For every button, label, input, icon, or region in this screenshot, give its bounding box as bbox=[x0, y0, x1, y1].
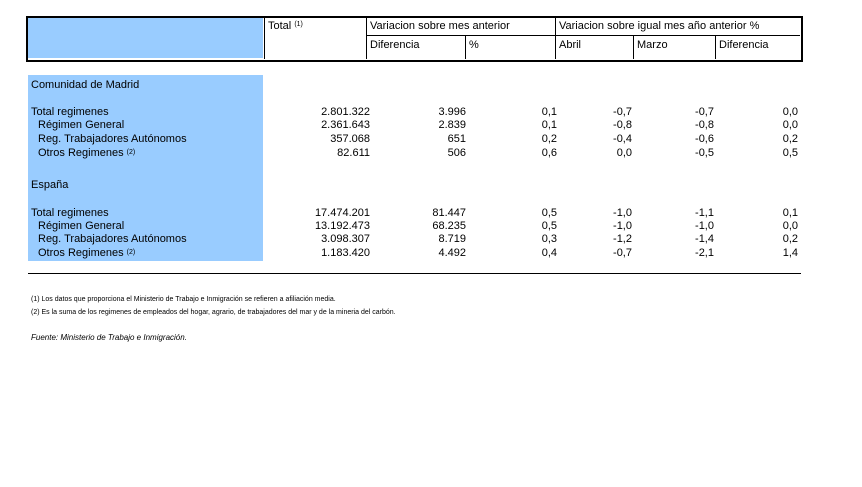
cell-abril: -0,4 bbox=[613, 133, 632, 145]
table-row bbox=[0, 147, 862, 160]
row-label: Total regimenes bbox=[31, 106, 109, 118]
cell-pct: 0,2 bbox=[541, 133, 557, 145]
cell-total: 3.098.307 bbox=[321, 233, 370, 245]
row-label: Otros Regimenes $^{(2)}$ bbox=[38, 147, 136, 159]
footnote-2: (2) Es la suma de los regimenes de empleados del hogar, agrario, de trabajadores del mar y de la mineria del carbón. bbox=[31, 309, 396, 316]
cell-diferencia: 81.447 bbox=[432, 207, 466, 219]
header-col-diferencia: Diferencia bbox=[370, 39, 420, 51]
cell-marzo: -0,6 bbox=[695, 133, 714, 145]
cell-total: 2.361.643 bbox=[321, 119, 370, 131]
cell-marzo: -0,5 bbox=[695, 147, 714, 159]
cell-diferencia: 651 bbox=[447, 133, 466, 145]
table-row bbox=[0, 133, 862, 146]
cell-diferencia2: 0,0 bbox=[782, 119, 798, 131]
header-group-mes-anterior: Variacion sobre mes anterior bbox=[370, 20, 510, 32]
cell-diferencia: 8.719 bbox=[438, 233, 466, 245]
table-row bbox=[0, 119, 862, 132]
section-title-madrid: Comunidad de Madrid bbox=[31, 79, 140, 91]
source-note: Fuente: Ministerio de Trabajo e Inmigración. bbox=[31, 333, 187, 342]
row-label: Reg. Trabajadores Autónomos bbox=[38, 133, 187, 145]
cell-marzo: -1,1 bbox=[695, 207, 714, 219]
cell-marzo: -2,1 bbox=[695, 247, 714, 259]
cell-total: 13.192.473 bbox=[314, 220, 370, 232]
cell-abril: -1,0 bbox=[613, 220, 632, 232]
section-title-espana: España bbox=[31, 179, 69, 191]
cell-pct: 0,4 bbox=[541, 247, 557, 259]
cell-pct: 0,5 bbox=[541, 207, 557, 219]
row-label: Reg. Trabajadores Autónomos bbox=[38, 233, 187, 245]
cell-diferencia2: 0,0 bbox=[782, 220, 798, 232]
cell-total: 82.611 bbox=[337, 147, 370, 159]
cell-pct: 0,6 bbox=[541, 147, 557, 159]
cell-abril: -1,0 bbox=[613, 207, 632, 219]
cell-abril: -0,8 bbox=[613, 119, 632, 131]
cell-abril: 0,0 bbox=[616, 147, 632, 159]
cell-pct: 0,3 bbox=[541, 233, 557, 245]
cell-diferencia2: 0,1 bbox=[782, 207, 798, 219]
table-row bbox=[0, 220, 862, 233]
cell-diferencia: 2.839 bbox=[438, 119, 466, 131]
cell-total: 2.801.322 bbox=[321, 106, 370, 118]
cell-pct: 0,1 bbox=[541, 119, 557, 131]
cell-diferencia2: 0,5 bbox=[782, 147, 798, 159]
cell-diferencia: 68.235 bbox=[432, 220, 466, 232]
cell-diferencia: 4.492 bbox=[438, 247, 466, 259]
table-row bbox=[0, 106, 862, 119]
table-bottom-rule bbox=[28, 273, 801, 274]
cell-marzo: -0,7 bbox=[695, 106, 714, 118]
cell-abril: -1,2 bbox=[613, 233, 632, 245]
row-label: Régimen General bbox=[38, 119, 125, 131]
table-row bbox=[0, 207, 862, 220]
cell-diferencia: 506 bbox=[447, 147, 466, 159]
row-label: Otros Regimenes $^{(2)}$ bbox=[38, 247, 136, 259]
header-col-diferencia2: Diferencia bbox=[719, 39, 769, 51]
header-divider bbox=[366, 35, 800, 36]
cell-marzo: -1,4 bbox=[695, 233, 714, 245]
row-label: Total regimenes bbox=[31, 207, 109, 219]
cell-abril: -0,7 bbox=[613, 247, 632, 259]
footnote-1: (1) Los datos que proporciona el Ministerio de Trabajo e Inmigración se refieren a afiliación media. bbox=[31, 296, 336, 303]
table-row bbox=[0, 233, 862, 246]
cell-total: 1.183.420 bbox=[321, 247, 370, 259]
cell-total: 17.474.201 bbox=[314, 207, 370, 219]
cell-total: 357.068 bbox=[330, 133, 370, 145]
header-col-abril: Abril bbox=[559, 39, 582, 51]
table-row bbox=[0, 247, 862, 260]
header-col-marzo: Marzo bbox=[637, 39, 668, 51]
cell-pct: 0,1 bbox=[541, 106, 557, 118]
header-total: Total $^{(1)}$ bbox=[268, 20, 303, 32]
cell-diferencia2: 1,4 bbox=[782, 247, 798, 259]
cell-marzo: -0,8 bbox=[695, 119, 714, 131]
cell-diferencia2: 0,2 bbox=[782, 233, 798, 245]
header-col-pct: % bbox=[469, 39, 479, 51]
cell-diferencia2: 0,0 bbox=[782, 106, 798, 118]
header-stub-shade bbox=[28, 18, 263, 58]
row-label: Régimen General bbox=[38, 220, 125, 232]
header-group-ano-anterior: Variacion sobre igual mes año anterior % bbox=[559, 20, 760, 32]
cell-marzo: -1,0 bbox=[695, 220, 714, 232]
cell-diferencia: 3.996 bbox=[438, 106, 466, 118]
cell-diferencia2: 0,2 bbox=[782, 133, 798, 145]
cell-pct: 0,5 bbox=[541, 220, 557, 232]
cell-abril: -0,7 bbox=[613, 106, 632, 118]
